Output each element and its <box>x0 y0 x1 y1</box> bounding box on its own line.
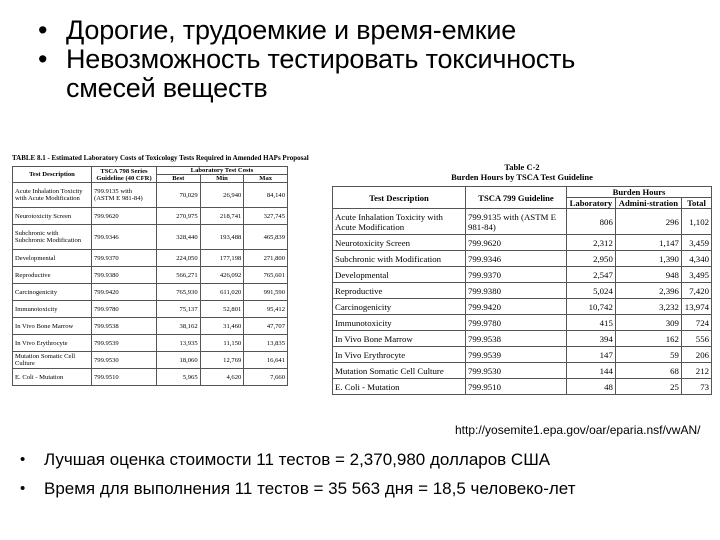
table-row <box>333 283 712 299</box>
laboratory-hours-cell: 415 <box>567 315 616 331</box>
table1-col-min: Min <box>200 175 244 183</box>
table-row <box>333 209 712 235</box>
max-cost-cell: 7,660 <box>244 369 288 386</box>
best-cost-cell: 566,271 <box>157 267 201 284</box>
administration-hours-cell: 2,396 <box>615 283 681 299</box>
test-description-cell: Acute Inhalation Toxicity with Acute Modification <box>13 183 92 208</box>
table-row <box>333 363 712 379</box>
guideline-cell: 799.9538 <box>92 318 157 335</box>
guideline-cell: 799.9380 <box>466 283 567 299</box>
guideline-cell: 799.9420 <box>466 299 567 315</box>
min-cost-cell: 611,020 <box>200 284 244 301</box>
max-cost-cell: 991,590 <box>244 284 288 301</box>
test-description-cell: Reproductive <box>13 267 92 284</box>
max-cost-cell: 327,745 <box>244 208 288 225</box>
table-row <box>13 208 288 225</box>
table2-col-laboratory: Laboratory <box>567 198 616 209</box>
laboratory-hours-cell: 147 <box>567 347 616 363</box>
top-bullet-list <box>38 16 698 103</box>
guideline-cell: 799.9620 <box>92 208 157 225</box>
total-hours-cell: 7,420 <box>681 283 711 299</box>
guideline-cell: 799.9346 <box>466 251 567 267</box>
table-row <box>13 318 288 335</box>
test-description-cell: In Vivo Erythrocyte <box>333 347 466 363</box>
administration-hours-cell: 68 <box>615 363 681 379</box>
guideline-cell: 799.9539 <box>466 347 567 363</box>
guideline-cell: 799.9135 with (ASTM E 981-84) <box>466 209 567 235</box>
top-bullet-1-text: Дорогие, трудоемкие и время-емкие <box>66 15 517 45</box>
table-row <box>13 335 288 352</box>
min-cost-cell: 4,620 <box>200 369 244 386</box>
max-cost-cell: 765,601 <box>244 267 288 284</box>
guideline-cell: 799.9620 <box>466 235 567 251</box>
test-description-cell: Neurotoxicity Screen <box>13 208 92 225</box>
bullet-marker: • <box>20 480 26 497</box>
best-cost-cell: 18,060 <box>157 352 201 369</box>
table-row <box>333 251 712 267</box>
top-bullet-2-continuation <box>38 74 698 103</box>
min-cost-cell: 31,460 <box>200 318 244 335</box>
total-hours-cell: 13,974 <box>681 299 711 315</box>
guideline-cell: 799.9370 <box>92 250 157 267</box>
total-hours-cell: 212 <box>681 363 711 379</box>
min-cost-cell: 52,801 <box>200 301 244 318</box>
guideline-cell: 799.9539 <box>92 335 157 352</box>
max-cost-cell: 95,412 <box>244 301 288 318</box>
table-row <box>13 250 288 267</box>
table2-col-administration: Admini-stration <box>615 198 681 209</box>
table-row <box>13 225 288 250</box>
table-row <box>333 331 712 347</box>
test-description-cell: In Vivo Bone Marrow <box>13 318 92 335</box>
source-url: http://yosemite1.epa.gov/oar/eparia.nsf/vwAN/ <box>455 423 701 437</box>
test-description-cell: Carcinogenicity <box>333 299 466 315</box>
total-hours-cell: 556 <box>681 331 711 347</box>
best-cost-cell: 224,050 <box>157 250 201 267</box>
laboratory-hours-cell: 806 <box>567 209 616 235</box>
laboratory-hours-cell: 144 <box>567 363 616 379</box>
max-cost-cell: 271,800 <box>244 250 288 267</box>
administration-hours-cell: 309 <box>615 315 681 331</box>
table1-col-desc: Test Description <box>13 167 92 183</box>
max-cost-cell: 16,641 <box>244 352 288 369</box>
table1-title: TABLE 8.1 - Estimated Laboratory Costs of Toxicology Tests Required in Amended HAPs Proposal <box>12 154 309 162</box>
bottom-bullet-2 <box>20 479 710 499</box>
table1-col-group: Laboratory Test Costs <box>157 167 288 175</box>
test-description-cell: In Vivo Erythrocyte <box>13 335 92 352</box>
test-description-cell: Immunotoxicity <box>13 301 92 318</box>
best-cost-cell: 38,162 <box>157 318 201 335</box>
guideline-cell: 799.9510 <box>466 379 567 395</box>
test-description-cell: Developmental <box>13 250 92 267</box>
test-description-cell: Carcinogenicity <box>13 284 92 301</box>
laboratory-hours-cell: 48 <box>567 379 616 395</box>
table-row <box>333 267 712 283</box>
table2-col-desc: Test Description <box>333 187 466 209</box>
best-cost-cell: 75,137 <box>157 301 201 318</box>
test-description-cell: Subchronic with Modification <box>333 251 466 267</box>
table-row <box>13 183 288 208</box>
bottom-bullet-list <box>20 450 710 508</box>
table-row <box>13 267 288 284</box>
administration-hours-cell: 3,232 <box>615 299 681 315</box>
lab-costs-table <box>12 166 288 386</box>
laboratory-hours-cell: 2,547 <box>567 267 616 283</box>
test-description-cell: Mutation Somatic Cell Culture <box>13 352 92 369</box>
best-cost-cell: 270,975 <box>157 208 201 225</box>
guideline-cell: 799.9530 <box>466 363 567 379</box>
bullet-marker: • <box>38 44 48 74</box>
guideline-cell: 799.9135 with (ASTM E 981-84) <box>92 183 157 208</box>
total-hours-cell: 1,102 <box>681 209 711 235</box>
test-description-cell: Subchronic with Subchronic Modification <box>13 225 92 250</box>
bottom-bullet-1 <box>20 450 710 470</box>
laboratory-hours-cell: 2,312 <box>567 235 616 251</box>
max-cost-cell: 47,707 <box>244 318 288 335</box>
laboratory-hours-cell: 394 <box>567 331 616 347</box>
test-description-cell: Mutation Somatic Cell Culture <box>333 363 466 379</box>
table1-body <box>13 183 288 386</box>
min-cost-cell: 177,198 <box>200 250 244 267</box>
table-row <box>333 299 712 315</box>
total-hours-cell: 73 <box>681 379 711 395</box>
bullet-marker: • <box>38 15 48 45</box>
bottom-bullet-2-text: Время для выполнения 11 тестов = 35 563 дня = 18,5 человеко-лет <box>44 479 576 498</box>
administration-hours-cell: 948 <box>615 267 681 283</box>
top-bullet-2 <box>38 45 698 74</box>
table-row <box>13 301 288 318</box>
administration-hours-cell: 1,147 <box>615 235 681 251</box>
min-cost-cell: 426,092 <box>200 267 244 284</box>
laboratory-hours-cell: 2,950 <box>567 251 616 267</box>
test-description-cell: Acute Inhalation Toxicity with Acute Modification <box>333 209 466 235</box>
min-cost-cell: 11,150 <box>200 335 244 352</box>
test-description-cell: Reproductive <box>333 283 466 299</box>
administration-hours-cell: 25 <box>615 379 681 395</box>
guideline-cell: 799.9380 <box>92 267 157 284</box>
table2-title-line1: Table C-2 <box>504 162 540 172</box>
table2-title <box>332 162 712 182</box>
laboratory-hours-cell: 10,742 <box>567 299 616 315</box>
top-bullet-2-text: Невозможность тестировать токсичность <box>66 44 576 74</box>
guideline-cell: 799.9346 <box>92 225 157 250</box>
total-hours-cell: 724 <box>681 315 711 331</box>
min-cost-cell: 12,769 <box>200 352 244 369</box>
total-hours-cell: 206 <box>681 347 711 363</box>
table-row <box>13 284 288 301</box>
administration-hours-cell: 1,390 <box>615 251 681 267</box>
bullet-marker: • <box>20 451 26 468</box>
laboratory-hours-cell: 5,024 <box>567 283 616 299</box>
guideline-cell: 799.9780 <box>466 315 567 331</box>
table-row <box>333 315 712 331</box>
test-description-cell: Immunotoxicity <box>333 315 466 331</box>
guideline-cell: 799.9780 <box>92 301 157 318</box>
best-cost-cell: 70,029 <box>157 183 201 208</box>
top-bullet-2-continuation-text: смесей веществ <box>66 73 268 103</box>
table-row <box>333 347 712 363</box>
table-row <box>333 235 712 251</box>
table2-title-line2: Burden Hours by TSCA Test Guideline <box>451 172 593 182</box>
table1-col-max: Max <box>244 175 288 183</box>
table2-col-total: Total <box>681 198 711 209</box>
table1-header-row <box>13 167 288 175</box>
table-row <box>333 379 712 395</box>
bottom-bullet-1-text: Лучшая оценка стоимости 11 тестов = 2,370,980 долларов США <box>44 450 551 469</box>
min-cost-cell: 193,488 <box>200 225 244 250</box>
max-cost-cell: 13,835 <box>244 335 288 352</box>
total-hours-cell: 3,459 <box>681 235 711 251</box>
best-cost-cell: 328,440 <box>157 225 201 250</box>
table2-body <box>333 209 712 395</box>
administration-hours-cell: 162 <box>615 331 681 347</box>
administration-hours-cell: 296 <box>615 209 681 235</box>
min-cost-cell: 26,940 <box>200 183 244 208</box>
table2-header-row <box>333 187 712 198</box>
best-cost-cell: 13,935 <box>157 335 201 352</box>
test-description-cell: Neurotoxicity Screen <box>333 235 466 251</box>
max-cost-cell: 84,140 <box>244 183 288 208</box>
guideline-cell: 799.9538 <box>466 331 567 347</box>
guideline-cell: 799.9420 <box>92 284 157 301</box>
test-description-cell: E. Coli - Mutation <box>13 369 92 386</box>
table-row <box>13 369 288 386</box>
table2-col-guideline: TSCA 799 Guideline <box>466 187 567 209</box>
min-cost-cell: 218,741 <box>200 208 244 225</box>
test-description-cell: E. Coli - Mutation <box>333 379 466 395</box>
guideline-cell: 799.9370 <box>466 267 567 283</box>
best-cost-cell: 765,930 <box>157 284 201 301</box>
table1-col-best: Best <box>157 175 201 183</box>
top-bullet-1 <box>38 16 698 45</box>
administration-hours-cell: 59 <box>615 347 681 363</box>
guideline-cell: 799.9510 <box>92 369 157 386</box>
table2-col-group: Burden Hours <box>567 187 712 198</box>
test-description-cell: In Vivo Bone Marrow <box>333 331 466 347</box>
guideline-cell: 799.9530 <box>92 352 157 369</box>
total-hours-cell: 4,340 <box>681 251 711 267</box>
table-row <box>13 352 288 369</box>
test-description-cell: Developmental <box>333 267 466 283</box>
total-hours-cell: 3,495 <box>681 267 711 283</box>
best-cost-cell: 5,965 <box>157 369 201 386</box>
table1-col-guideline: TSCA 798 Series Guideline (40 CFR) <box>92 167 157 183</box>
burden-hours-table <box>332 186 712 395</box>
max-cost-cell: 465,839 <box>244 225 288 250</box>
